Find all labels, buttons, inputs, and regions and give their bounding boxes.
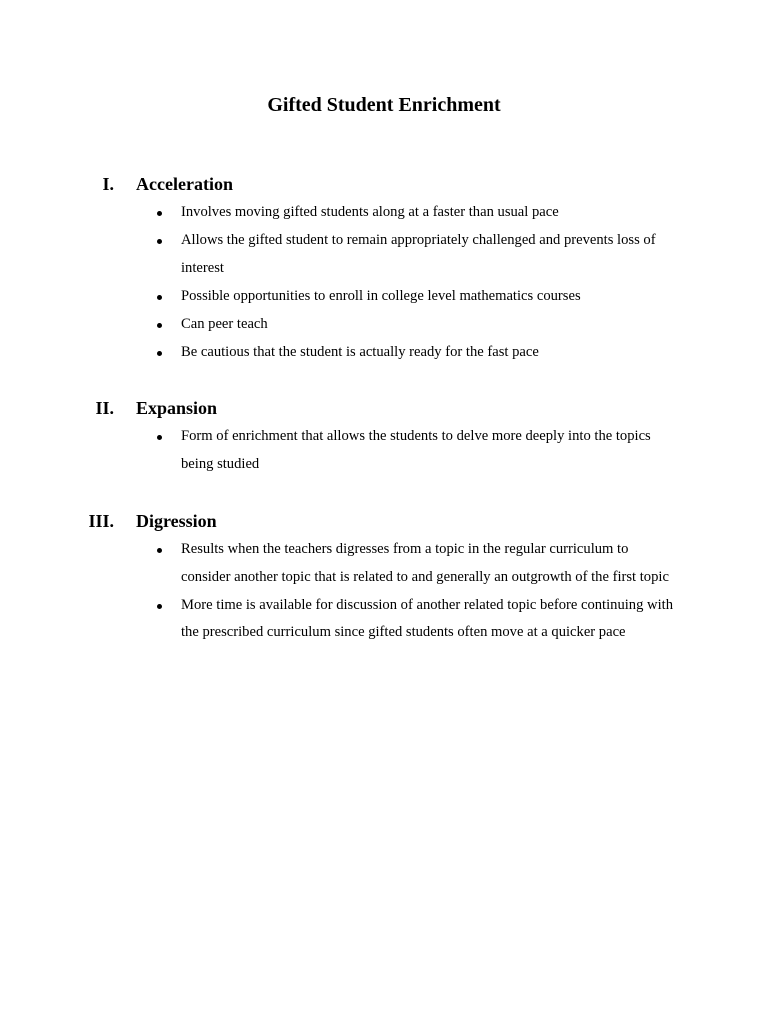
list-item-text: Be cautious that the student is actually ready for the fast pace xyxy=(181,343,539,360)
section-numeral: II. xyxy=(95,398,114,418)
list-item-text: Possible opportunities to enroll in college level mathematics courses xyxy=(181,287,581,304)
list-item-text: Results when the teachers digresses from a topic in the regular curriculum to consider another topic that is related to and generally an outgrowth of the first topic xyxy=(181,541,669,585)
list-item xyxy=(0,283,681,311)
list-item xyxy=(0,592,681,647)
section-header xyxy=(0,508,768,534)
list-item xyxy=(0,339,681,367)
list-item xyxy=(0,199,681,227)
bullet-list xyxy=(0,423,768,478)
list-item xyxy=(0,423,681,478)
bullet-icon xyxy=(157,211,162,216)
list-item-text: Involves moving gifted students along at a faster than usual pace xyxy=(181,204,559,220)
list-item-text: More time is available for discussion of another related topic before continuing with the prescribed curriculum since gifted students often move at a quicker pace xyxy=(181,596,673,640)
list-item-text: Form of enrichment that allows the students to delve more deeply into the topics being studied xyxy=(181,428,651,472)
section-header xyxy=(0,395,768,421)
bullet-icon xyxy=(157,323,162,328)
section-numeral: I. xyxy=(102,174,114,194)
section-acceleration xyxy=(0,171,768,366)
document-title: Gifted Student Enrichment xyxy=(267,94,501,116)
section-heading: Digression xyxy=(136,511,217,531)
section-heading: Acceleration xyxy=(136,174,233,194)
bullet-icon xyxy=(157,295,162,300)
bullet-icon xyxy=(157,435,162,440)
bullet-list xyxy=(0,199,768,366)
section-expansion xyxy=(0,395,768,478)
list-item-text: Can peer teach xyxy=(181,315,268,332)
list-item xyxy=(0,227,681,282)
bullet-icon xyxy=(157,604,162,609)
bullet-icon xyxy=(157,548,162,553)
bullet-list xyxy=(0,536,768,647)
list-item xyxy=(0,536,681,591)
bullet-icon xyxy=(157,239,162,244)
section-digression xyxy=(0,508,768,647)
section-heading: Expansion xyxy=(136,398,218,418)
section-numeral: III. xyxy=(88,511,114,531)
list-item-text: Allows the gifted student to remain appropriately challenged and prevents loss of interest xyxy=(181,232,656,276)
section-header xyxy=(0,171,768,197)
list-item xyxy=(0,311,681,339)
bullet-icon xyxy=(157,351,162,356)
